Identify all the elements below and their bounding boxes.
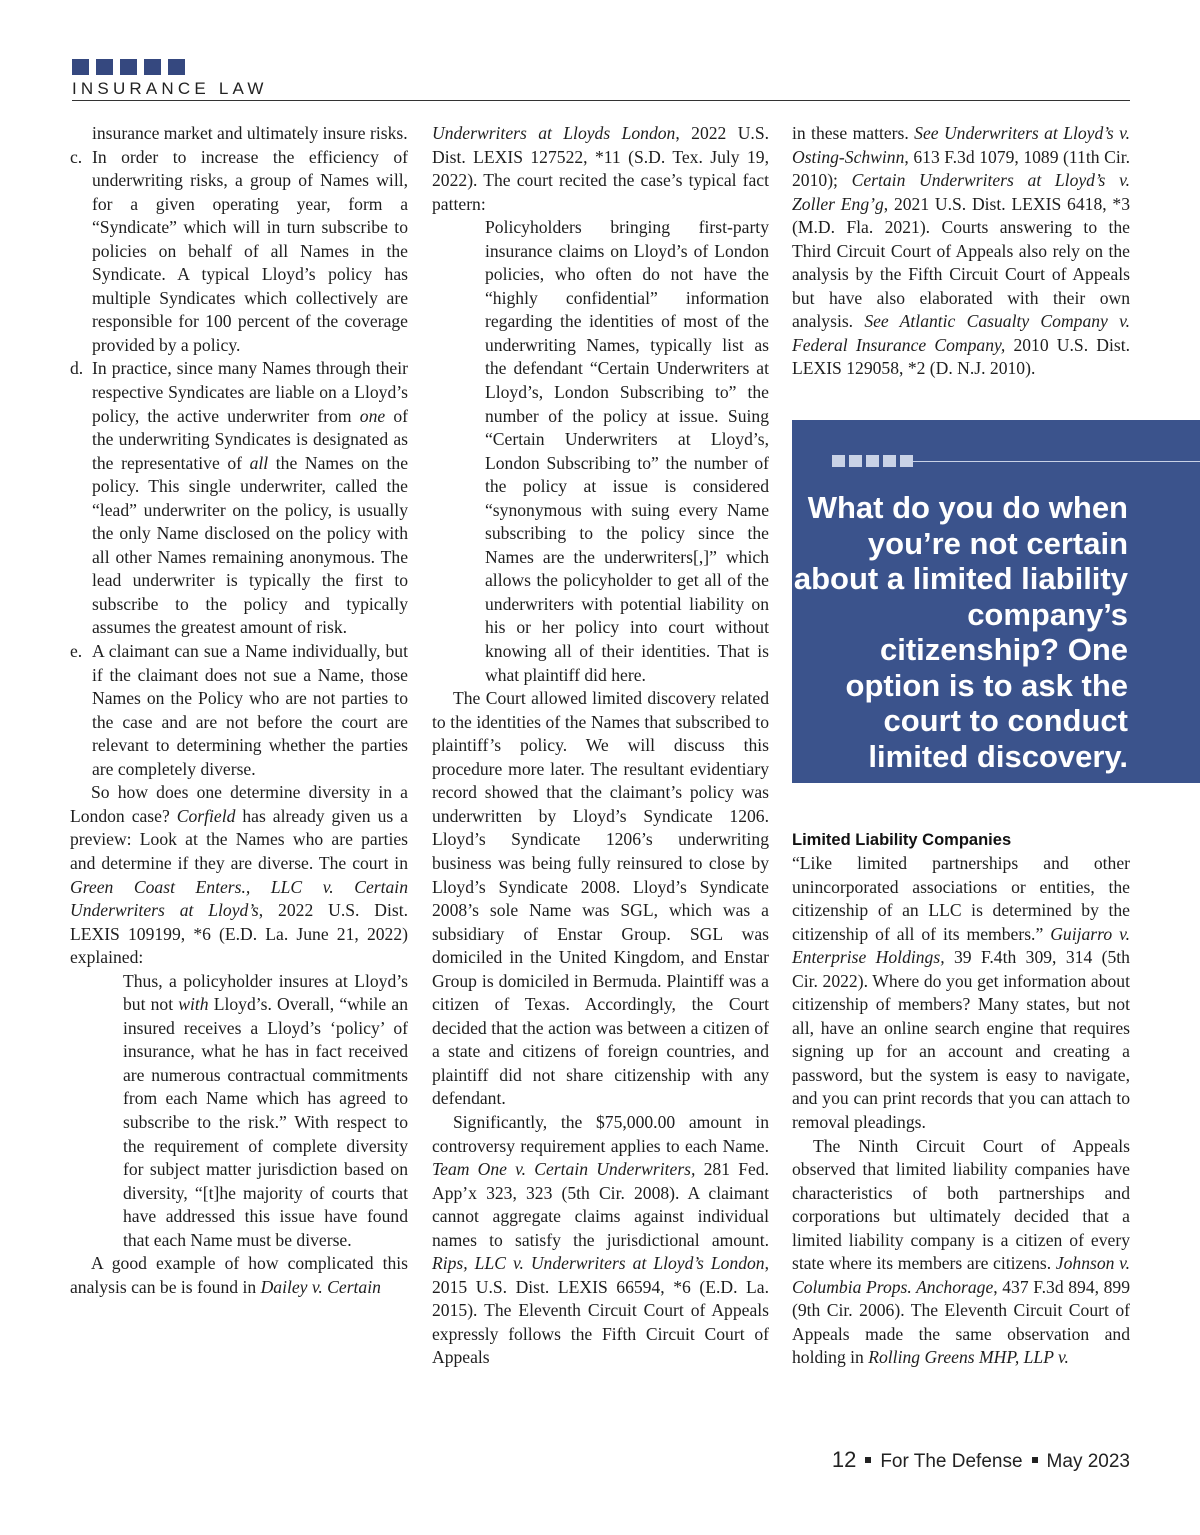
paragraph-continued: in these matters. See Underwriters at Lloyd’s v. Osting-Schwinn, 613 F.3d 1079, 1089 (11th Cir. 2010); Certain Underwriters at Lloyd’s v. Zoller Eng’g, 2021 U.S. Dist. LEXIS 6418, *3 (M.D. Fla. 2021). Courts answering to the Third Circuit Court of Appeals also rely on the analysis by the Fifth Circuit Court of Appeals but have also elaborated with their own analysis. See Atlantic Casualty Company v. Federal Insurance Company, 2010 U.S. Dist. LEXIS 129058, *2 (D. N.J. 2010). (792, 123, 1130, 379)
section-heading: Limited Liability Companies (792, 831, 1012, 849)
column-1 (70, 122, 408, 1299)
publication-name: For The Defense (880, 1451, 1023, 1472)
paragraph: The Ninth Circuit Court of Appeals observed that limited liability companies have characteristics of both partnerships and corporations but ultimately decided that a limited liability company is a citizen of every state where its members are citizens. Johnson v. Columbia Props. Anchorage, 437 F.3d 894, 899 (9th Cir. 2006). The Eleventh Circuit Court of Appeals made the same observation and holding in Rolling Greens MHP, LLP v. (792, 1135, 1130, 1368)
header-square (144, 59, 161, 75)
list-marker: e. (70, 641, 83, 662)
header-squares (72, 59, 185, 75)
footer-bullet (1032, 1457, 1038, 1463)
header-square (96, 59, 113, 75)
paragraph: A good example of how complicated this analysis can be is found in Dailey v. Certain (70, 1253, 408, 1297)
header-square (120, 59, 137, 75)
list-item-d: d. In practice, since many Names through their respective Syndicates are liable on a Lloyd’s policy, the active underwriter from one of the underwriting Syndicates is designated as the representative of all the Names on the policy. This single underwriter, called the “lead” underwriter on the policy, is usually the only Name disclosed on the policy with all other Names remaining anonymous. The lead underwriter is typically the first to subscribe to the policy and typically assumes the greatest amount of risk. (70, 358, 409, 638)
list-marker: c. (70, 146, 83, 167)
issue-date: May 2023 (1046, 1451, 1130, 1472)
paragraph-continued: Underwriters at Lloyds London, 2022 U.S. Dist. LEXIS 127522, *11 (S.D. Tex. July 19, 2022). The court recited the case’s typical fact pattern: (432, 123, 770, 214)
paragraph: Significantly, the $75,000.00 amount in controversy requirement applies to each Name. Team One v. Certain Underwriters, 281 Fed. App’x 323, 323 (5th Cir. 2008). A claimant cannot aggregate claims against individual names to satisfy the jurisdictional amount. Rips, LLC v. Underwriters at Lloyd’s London, 2015 U.S. Dist. LEXIS 66594, *6 (E.D. La. 2015). The Eleventh Circuit Court of Appeals expressly follows the Fifth Circuit Court of Appeals (432, 1111, 769, 1368)
section-title: INSURANCE LAW (72, 79, 268, 98)
paragraph: So how does one determine diversity in a London case? Corfield has already given us a preview: Look at the Names who are parties and determine if they are diverse. The court in Green Coast Enters., LLC v. Certain Underwriters at Lloyd’s, 2022 U.S. Dist. LEXIS 109199, *6 (E.D. La. June 21, 2022) explained: (70, 782, 409, 968)
callout-rule (907, 461, 1200, 462)
block-quote: Thus, a policyholder insures at Lloyd’s but not with Lloyd’s. Overall, “while an insured receives a Lloyd’s ‘policy’ of insurance, what he has in fact received are numerous contractual commitments from each Name which has agreed to subscribe to the risk.” With respect to the requirement of complete diversity for subject matter jurisdiction based on diversity, “[t]he majority of courts that have addressed this issue have found that each Name must be diverse. (123, 970, 408, 1250)
header-square (72, 59, 89, 75)
list-item-b-continued: insurance market and ultimately insure risks. (92, 123, 408, 143)
paragraph: “Like limited partnerships and other unincorporated associations or entities, the citizenship of an LLC is determined by the citizenship of all of its members.” Guijarro v. Enterprise Holdings, 39 F.4th 309, 314 (5th Cir. 2022). Where do you get information about citizenship of members? Many states, but not all, have an online search engine that requires signing up for an account and creating a password, but the system is easy to navigate, and you can print records that you can attach to removal pleadings. (792, 853, 1130, 1133)
column-3-top (792, 122, 1130, 381)
page-number: 12 (831, 1447, 857, 1472)
page-footer (832, 1447, 1130, 1473)
header-square (168, 59, 185, 75)
header-rule (72, 100, 1130, 101)
list-item-e: e. A claimant can sue a Name individually, but if the claimant does not sue a Name, those Names on the Policy who are not parties to the case and are not before the court are relevant to determining whether the parties are completely diverse. (70, 641, 408, 779)
list-item-c: c. In order to increase the efficiency of underwriting risks, a group of Names will, for a given operating year, form a “Syndicate” which will in turn subscribe to policies on behalf of all Names in the Syndicate. A typical Lloyd’s policy has multiple Syndicates which collectively are responsible for 100 percent of the coverage provided by a policy. (70, 146, 408, 355)
list-marker: d. (70, 358, 84, 379)
pull-quote-text: What do you do when you’re not certain about a limited liability company’s citizenship? One option is to ask the court to conduct limited discovery. (793, 490, 1128, 774)
block-quote: Policyholders bringing first-party insurance claims on Lloyd’s of London policies, who often do not have the “highly confidential” information regarding the identities of most of the underwriting Names, typically list as the defendant “Certain Underwriters at Lloyd’s, London Subscribing to” the number of the policy at issue. Suing “Certain Underwriters at Lloyd’s, London Subscribing to” the number of the policy at issue is considered “synonymous with suing every Name subscribing to the policy since the Names are the underwriters[,]” which allows the policyholder to get all of the underwriters with potential liability on his or her policy into court without knowing all of their identities. That is what plaintiff did here. (485, 217, 769, 685)
column-2 (432, 122, 769, 1370)
footer-bullet (865, 1457, 871, 1463)
column-3-bottom (792, 829, 1130, 1370)
callout-squares (832, 455, 913, 467)
paragraph: The Court allowed limited discovery related to the identities of the Names that subscribed to plaintiff’s policy. We will discuss this procedure more later. The resultant evidentiary record showed that the claimant’s policy was underwritten by Lloyd’s Syndicate 1206. Lloyd’s Syndicate 1206’s underwriting business was being fully reinsured to close by Lloyd’s Syndicate 2008. Lloyd’s Syndicate 2008’s sole Name was SGL, which was a subsidiary of Enstar Group. SGL was domiciled in the United Kingdom, and Enstar Group is domiciled in Bermuda. Plaintiff was a citizen of Texas. Accordingly, the Court decided that the action was between a citizen of a state and citizens of foreign countries, and plaintiff did not share citizenship with any defendant. (432, 688, 769, 1109)
